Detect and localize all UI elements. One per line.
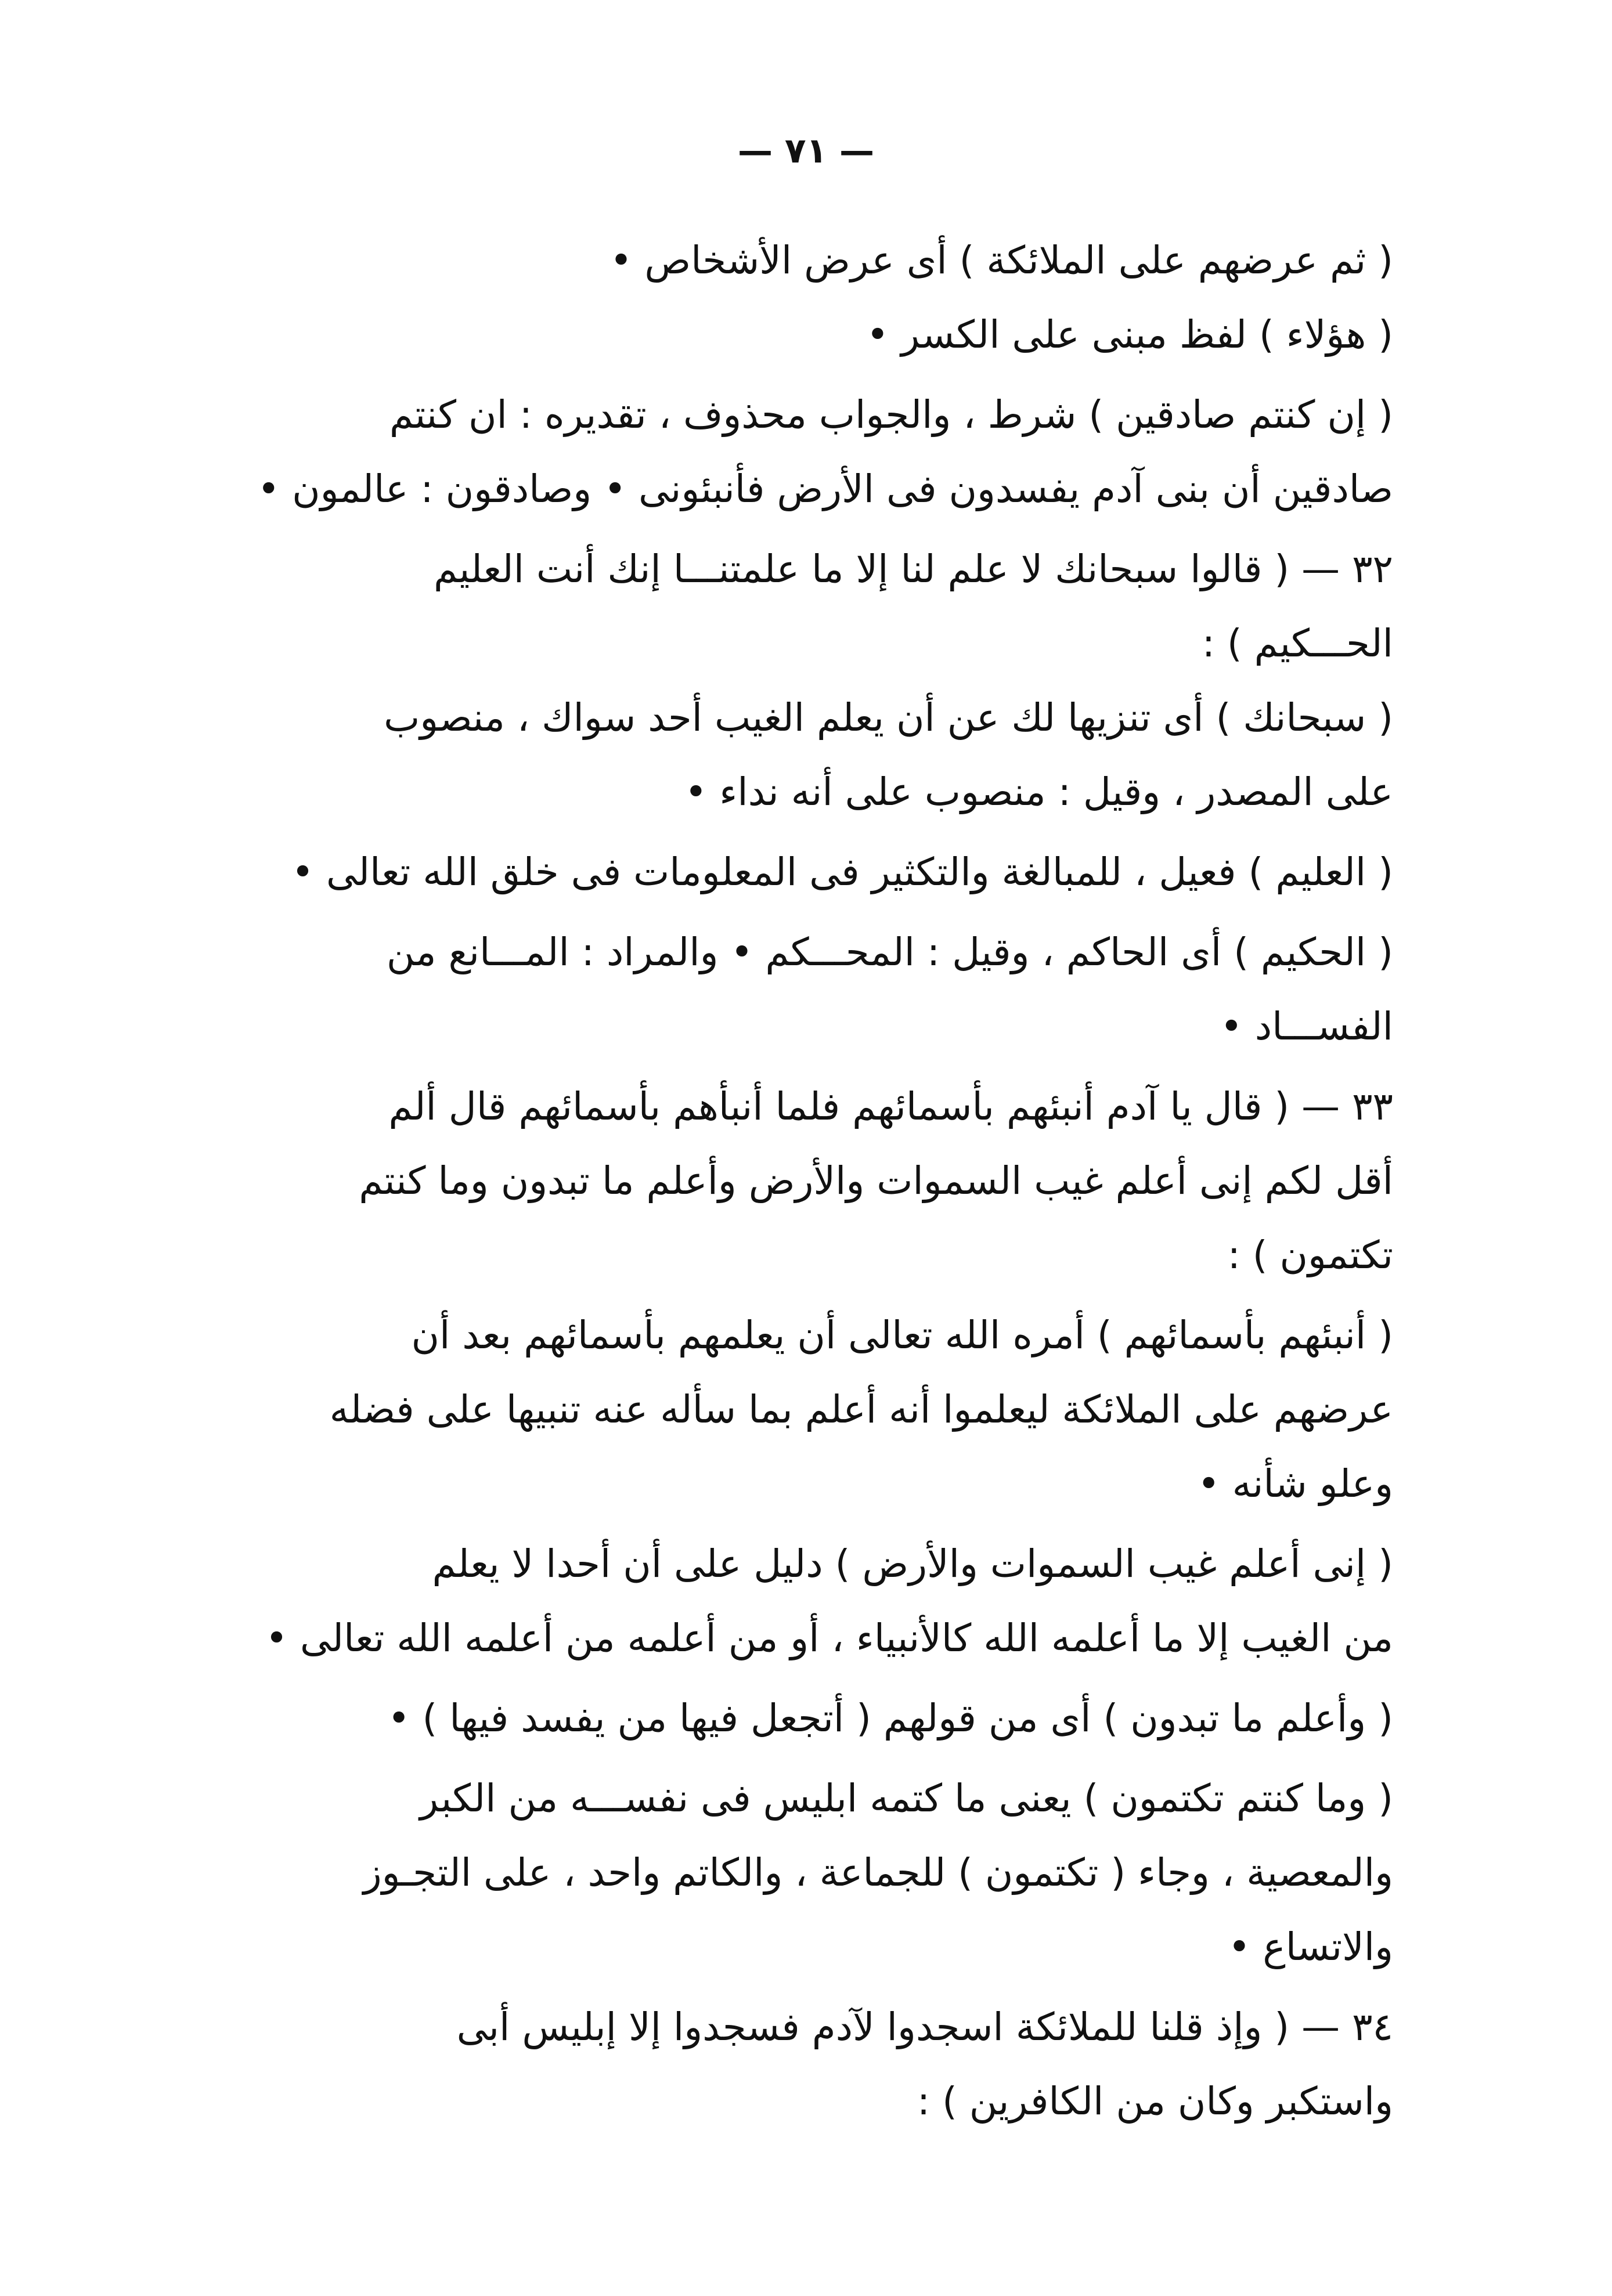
verse-heading-line: الحـــكيم ) : bbox=[1202, 621, 1393, 666]
text-line: ( الحكيم ) أى الحاكم ، وقيل : المحـــكم • والمراد : المـــانع من bbox=[386, 930, 1393, 974]
verse-heading-line: أقل لكم إنى أعلم غيب السموات والأرض وأعلم ما تبدون وما كنتم bbox=[359, 1158, 1393, 1203]
text-line: وعلو شأنه • bbox=[1197, 1461, 1393, 1506]
text-line: صادقين أن بنى آدم يفسدون فى الأرض فأنبئونى • وصادقون : عالمون • bbox=[257, 467, 1393, 511]
text-line: ( هؤلاء ) لفظ مبنى على الكسر • bbox=[866, 312, 1393, 357]
text-line: ( وأعلم ما تبدون ) أى من قولهم ( أتجعل فيها من يفسد فيها ) • bbox=[387, 1696, 1393, 1741]
verse-heading-line: ٣٢ — ( قالوا سبحانك لا علم لنا إلا ما علمتنـــا إنك أنت العليم bbox=[433, 547, 1393, 591]
text-line: ( ثم عرضهم على الملائكة ) أى عرض الأشخاص • bbox=[610, 238, 1393, 283]
text-line: ( إنى أعلم غيب السموات والأرض ) دليل على أن أحدا لا يعلم bbox=[432, 1542, 1393, 1586]
text-line: عرضهم على الملائكة ليعلموا أنه أعلم بما سأله عنه تنبيها على فضله bbox=[329, 1387, 1393, 1432]
text-line: ( وما كنتم تكتمون ) يعنى ما كتمه ابليس فى نفســـه من الكبر bbox=[420, 1776, 1393, 1821]
text-line: ( إن كنتم صادقين ) شرط ، والجواب محذوف ، تقديره : ان كنتم bbox=[389, 392, 1393, 437]
verse-heading-line: تكتمون ) : bbox=[1227, 1233, 1393, 1277]
text-line: والمعصية ، وجاء ( تكتمون ) للجماعة ، والكاتم واحد ، على التجـوز bbox=[363, 1850, 1393, 1895]
text-line: ( العليم ) فعيل ، للمبالغة والتكثير فى المعلومات فى خلق الله تعالى • bbox=[291, 850, 1393, 894]
verse-heading-line: ٣٤ — ( وإذ قلنا للملائكة اسجدوا لآدم فسجدوا إلا إبليس أبى bbox=[456, 2005, 1393, 2049]
page-number: — ٧١ — bbox=[737, 131, 875, 171]
text-line: والاتساع • bbox=[1228, 1925, 1393, 1969]
verse-heading-line: ٣٣ — ( قال يا آدم أنبئهم بأسمائهم فلما أنبأهم بأسمائهم قال ألم bbox=[388, 1084, 1393, 1129]
text-line: ( سبحانك ) أى تنزيها لك عن أن يعلم الغيب أحد سواك ، منصوب bbox=[384, 695, 1393, 740]
text-line: ( أنبئهم بأسمائهم ) أمره الله تعالى أن يعلمهم بأسمائهم بعد أن bbox=[411, 1313, 1393, 1358]
text-line: من الغيب إلا ما أعلمه الله كالأنبياء ، أو من أعلمه من أعلمه الله تعالى • bbox=[265, 1616, 1393, 1660]
text-line: الفســـاد • bbox=[1220, 1004, 1393, 1049]
body-text bbox=[257, 223, 1393, 2139]
text-line: على المصدر ، وقيل : منصوب على أنه نداء • bbox=[684, 770, 1393, 814]
verse-heading-line: واستكبر وكان من الكافرين ) : bbox=[917, 2079, 1393, 2124]
